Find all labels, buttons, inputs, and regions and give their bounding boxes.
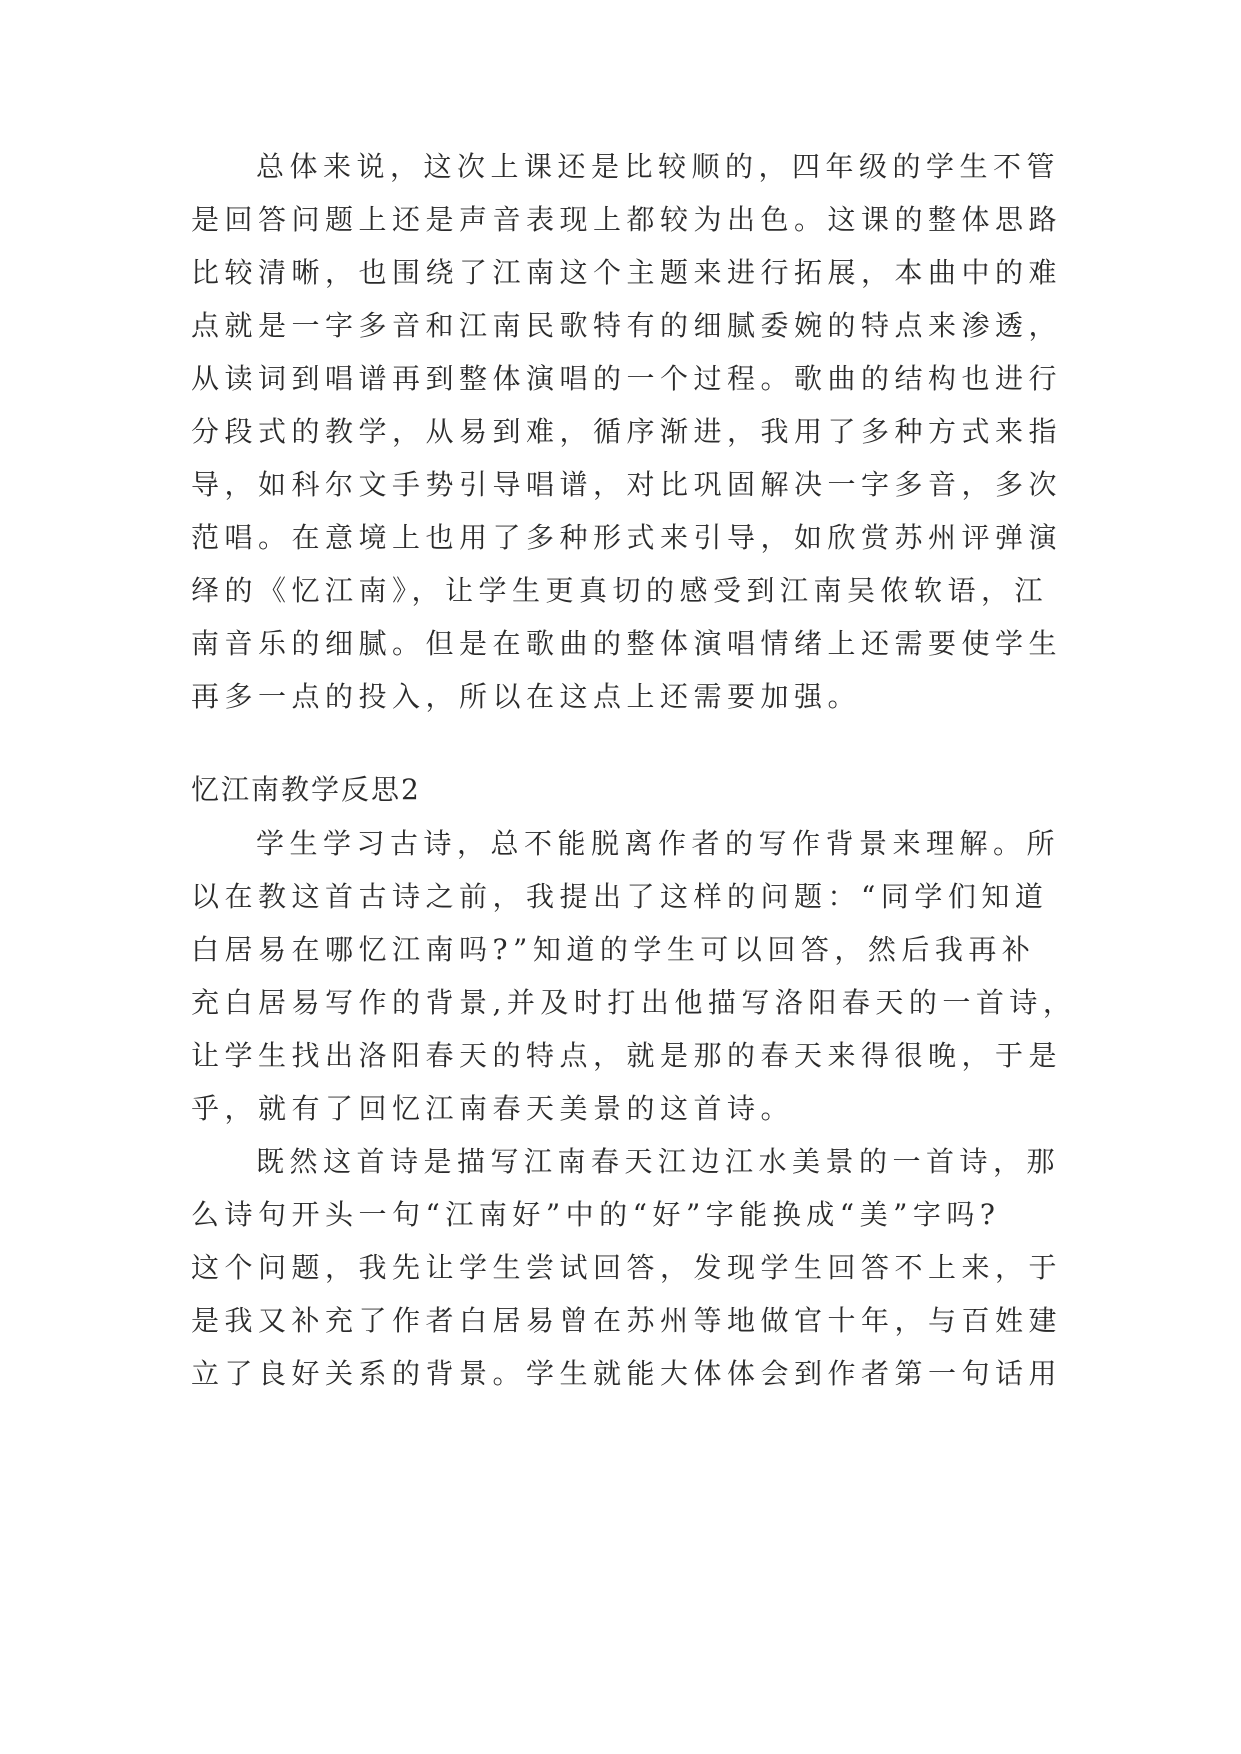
paragraph-line: 南音乐的细腻。但是在歌曲的整体演唱情绪上还需要使学生: [191, 627, 1063, 660]
paragraph-line: 从读词到唱谱再到整体演唱的一个过程。歌曲的结构也进行: [191, 362, 1063, 395]
paragraph-line: 再多一点的投入，所以在这点上还需要加强。: [191, 680, 862, 713]
section-heading: 忆江南教学反思2: [191, 773, 421, 806]
paragraph-line: 点就是一字多音和江南民歌特有的细腻委婉的特点来渗透，: [191, 309, 1063, 342]
paragraph-line: 学生学习古诗，总不能脱离作者的写作背景来理解。所: [256, 827, 1061, 860]
paragraph-line: 导，如科尔文手势引导唱谱，对比巩固解决一字多音，多次: [191, 468, 1063, 501]
paragraph-line: 是我又补充了作者白居易曾在苏州等地做官十年，与百姓建: [191, 1304, 1063, 1337]
paragraph-line: 总体来说，这次上课还是比较顺的，四年级的学生不管: [256, 150, 1061, 183]
paragraph-line: 绎的《忆江南》，让学生更真切的感受到江南吴侬软语，江: [191, 574, 1049, 607]
paragraph-line: 比较清晰，也围绕了江南这个主题来进行拓展，本曲中的难: [191, 256, 1063, 289]
paragraph-line: 让学生找出洛阳春天的特点，就是那的春天来得很晚，于是: [191, 1039, 1063, 1072]
paragraph-line: 以在教这首古诗之前，我提出了这样的问题：“同学们知道: [191, 880, 1049, 913]
paragraph-line: 乎，就有了回忆江南春天美景的这首诗。: [191, 1092, 795, 1125]
paragraph-line: 既然这首诗是描写江南春天江边江水美景的一首诗，那: [256, 1145, 1061, 1178]
paragraph-line: 分段式的教学，从易到难，循序渐进，我用了多种方式来指: [191, 415, 1063, 448]
paragraph-line: 是回答问题上还是声音表现上都较为出色。这课的整体思路: [191, 203, 1063, 236]
paragraph-line: 白居易在哪忆江南吗?”知道的学生可以回答，然后我再补: [191, 933, 1036, 966]
paragraph-line: 立了良好关系的背景。学生就能大体体会到作者第一句话用: [191, 1357, 1063, 1390]
paragraph-line: 充白居易写作的背景,并及时打出他描写洛阳春天的一首诗，: [191, 986, 1077, 1019]
paragraph-line: 这个问题，我先让学生尝试回答，发现学生回答不上来，于: [191, 1251, 1063, 1284]
paragraph-line: 范唱。在意境上也用了多种形式来引导，如欣赏苏州评弹演: [191, 521, 1063, 554]
paragraph-line: 么诗句开头一句“江南好”中的“好”字能换成“美”字吗?: [191, 1198, 1001, 1231]
